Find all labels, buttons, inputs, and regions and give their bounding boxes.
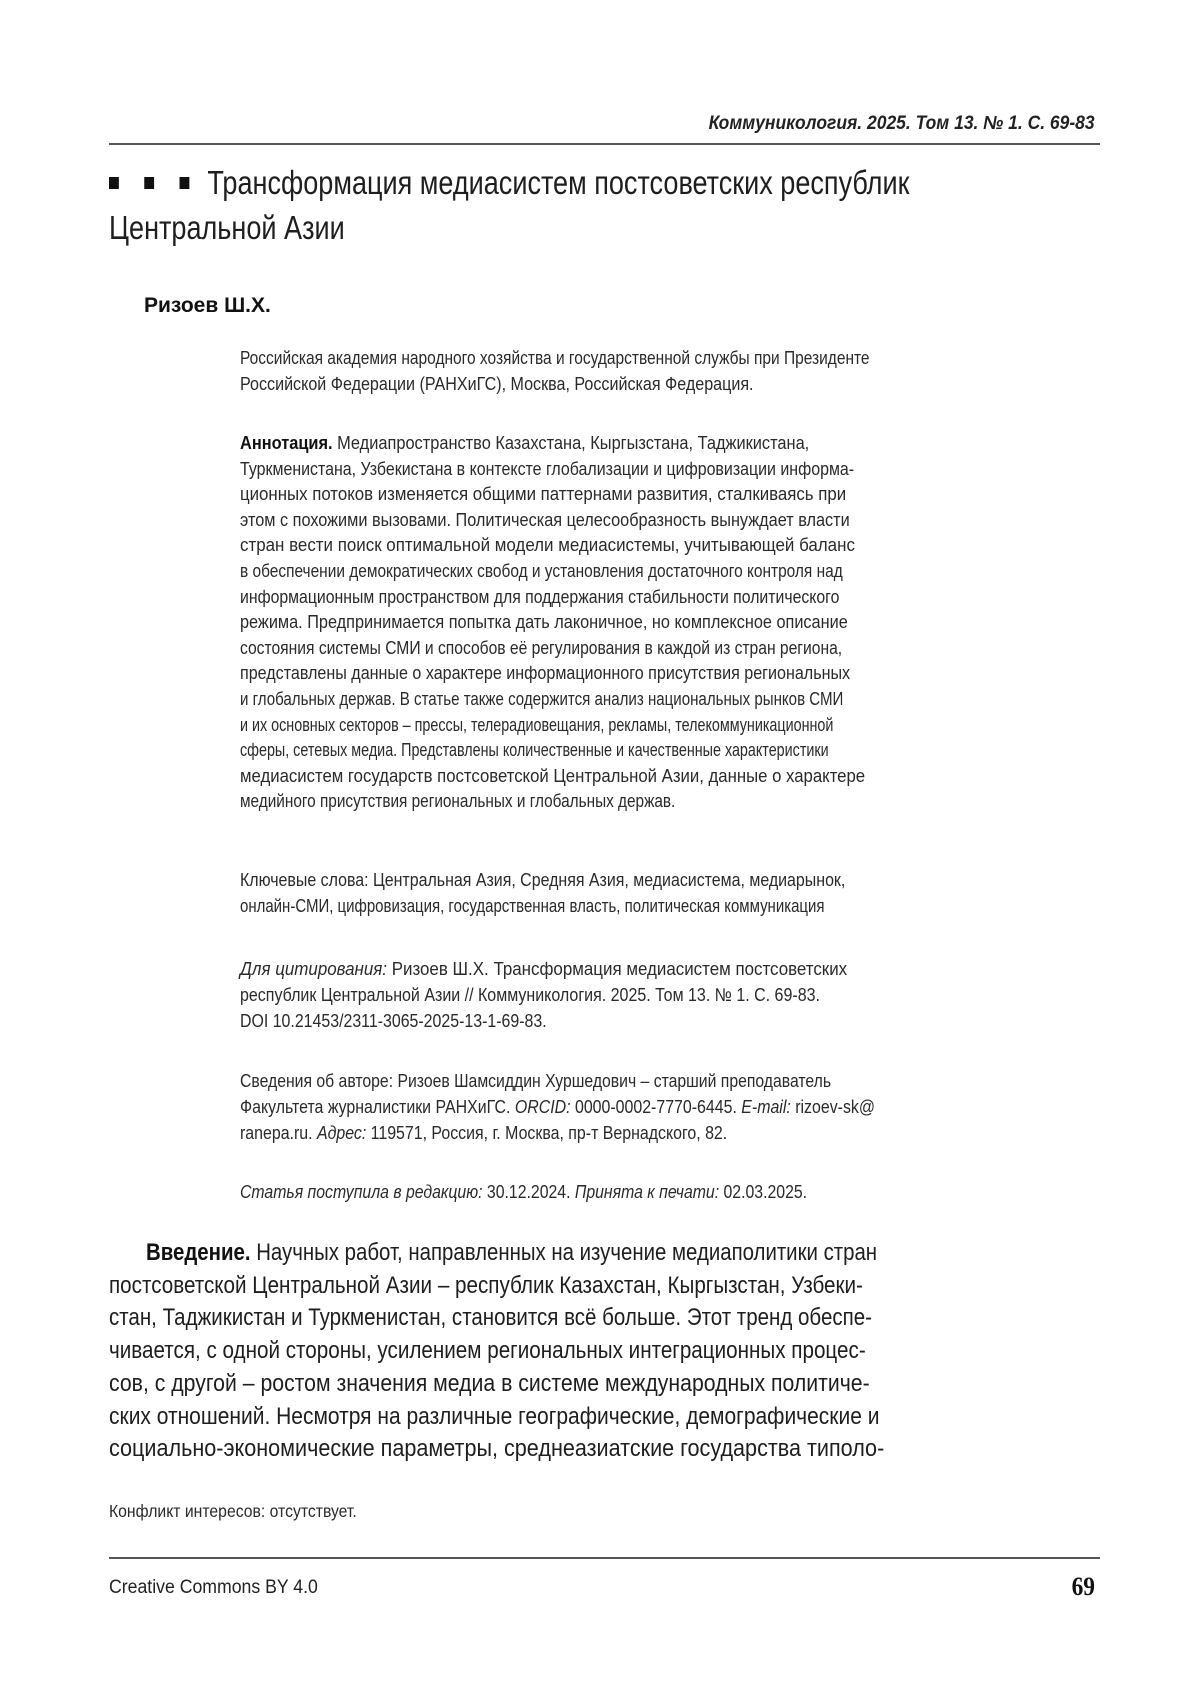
title-text-1: Трансформация медиасистем постсоветских республик (207, 164, 910, 201)
abstract-line: сферы, сетевых медиа. Представлены количественные и качественные характеристики (240, 739, 829, 761)
abstract-line: ционных потоков изменяется общими паттернами развития, сталкиваясь при (240, 483, 847, 505)
article-title-line-2: Центральной Азии (109, 209, 345, 246)
abstract-line: режима. Предпринимается попытка дать лаконичное, но комплексное описание (240, 611, 848, 633)
abstract-line: медиасистем государств постсоветской Центральной Азии, данные о характере (240, 764, 866, 786)
abstract-line: информационным пространством для поддержания стабильности политического (240, 585, 840, 607)
citation-line: Для цитирования: Ризоев Ш.Х. Трансформация медиасистем постсоветских (240, 958, 848, 979)
address: 119571, Россия, г. Москва, пр-т Вернадского, 82. (370, 1122, 728, 1143)
author-info-line: ranepa.ru. Адрес: 119571, Россия, г. Москва, пр-т Вернадского, 82. (240, 1122, 728, 1143)
abstract-line: и глобальных держав. В статье также содержится анализ национальных рынков СМИ (240, 688, 844, 709)
square-bullet-icon (144, 177, 154, 189)
citation-line: республик Центральной Азии // Коммуникология. 2025. Том 13. № 1. С. 69-83. (240, 984, 820, 1005)
abstract-line: представлены данные о характере информационного присутствия региональных (240, 662, 851, 684)
intro-label: Введение. (146, 1239, 251, 1266)
orcid-id: 0000-0002-7770-6445. (574, 1096, 737, 1117)
abstract-line: этом с похожими вызовами. Политическая целесообразность вынуждает власти (240, 508, 850, 530)
article-title-line-1 (109, 166, 909, 199)
square-bullet-icon (180, 177, 190, 189)
square-bullet-icon (109, 177, 119, 189)
abstract-label: Аннотация. (240, 432, 333, 453)
affiliation-line: Российской Федерации (РАНХиГС), Москва, Российская Федерация. (240, 373, 754, 394)
accepted-date: 02.03.2025. (723, 1181, 808, 1202)
intro-line: сов, с другой – ростом значения медиа в системе международных политиче- (109, 1369, 870, 1397)
abstract-line: Аннотация. Медиапространство Казахстана, Кыргызстана, Таджикистана, (240, 432, 810, 453)
header-divider (109, 143, 1100, 145)
keywords-line: онлайн-СМИ, цифровизация, государственная власть, политическая коммуникация (240, 895, 825, 916)
abstract-line: и их основных секторов – прессы, телерадиовещания, рекламы, телекоммуникационной (240, 713, 834, 735)
author-info-line: Факультета журналистики РАНХиГС. ORCID: 0000-0002-7770-6445. E-mail: rizoev-sk@ (240, 1096, 876, 1117)
affiliation-line: Российская академия народного хозяйства и государственной службы при Президенте (240, 347, 870, 368)
intro-line: Введение. Научных работ, направленных на изучение медиаполитики стран (146, 1239, 878, 1266)
dates-line: Статья поступила в редакцию: 30.12.2024. Принята к печати: 02.03.2025. (240, 1181, 808, 1202)
running-header-journal-ref: Коммуникология. 2025. Том 13. № 1. С. 69-83 (708, 113, 1095, 134)
abstract-line: медийного присутствия региональных и глобальных держав. (240, 790, 676, 812)
abstract-line: стран вести поиск оптимальной модели медиасистемы, учитывающей баланс (240, 534, 855, 556)
abstract-line: Туркменистана, Узбекистана в контексте глобализации и цифровизации информа- (240, 457, 855, 479)
email-link-cont[interactable]: ranepa.ru. (240, 1122, 313, 1143)
intro-line: стан, Таджикистан и Туркменистан, становится всё больше. Этот тренд обеспе- (109, 1304, 872, 1332)
license: Creative Commons BY 4.0 (109, 1577, 318, 1598)
abstract-line: состояния системы СМИ и способов её регулирования в каждой из стран региона, (240, 636, 843, 658)
intro-line: чивается, с одной стороны, усилением региональных интеграционных процес- (109, 1337, 866, 1365)
citation-label: Для цитирования: (240, 958, 388, 979)
keywords-line: Ключевые слова: Центральная Азия, Средняя Азия, медиасистема, медиарынок, (240, 869, 846, 890)
conflict-of-interest: Конфликт интересов: отсутствует. (109, 1501, 357, 1521)
author-name: Ризоев Ш.Х. (144, 294, 271, 317)
footer-divider (109, 1557, 1100, 1559)
email-link[interactable]: rizoev-sk@ (795, 1096, 876, 1117)
abstract-line: в обеспечении демократических свобод и установления достаточного контроля над (240, 560, 843, 581)
received-date: 30.12.2024. (486, 1181, 571, 1202)
intro-line: ских отношений. Несмотря на различные географические, демографические и (109, 1402, 880, 1430)
intro-line: постсоветской Центральной Азии – республик Казахстан, Кыргызстан, Узбеки- (109, 1271, 863, 1299)
page-number: 69 (1071, 1572, 1095, 1601)
intro-line: социально-экономические параметры, среднеазиатские государства типоло- (109, 1435, 885, 1463)
author-info-line: Сведения об авторе: Ризоев Шамсиддин Хуршедович – старший преподаватель (240, 1070, 832, 1091)
doi: DOI 10.21453/2311-3065-2025-13-1-69-83. (240, 1010, 547, 1031)
